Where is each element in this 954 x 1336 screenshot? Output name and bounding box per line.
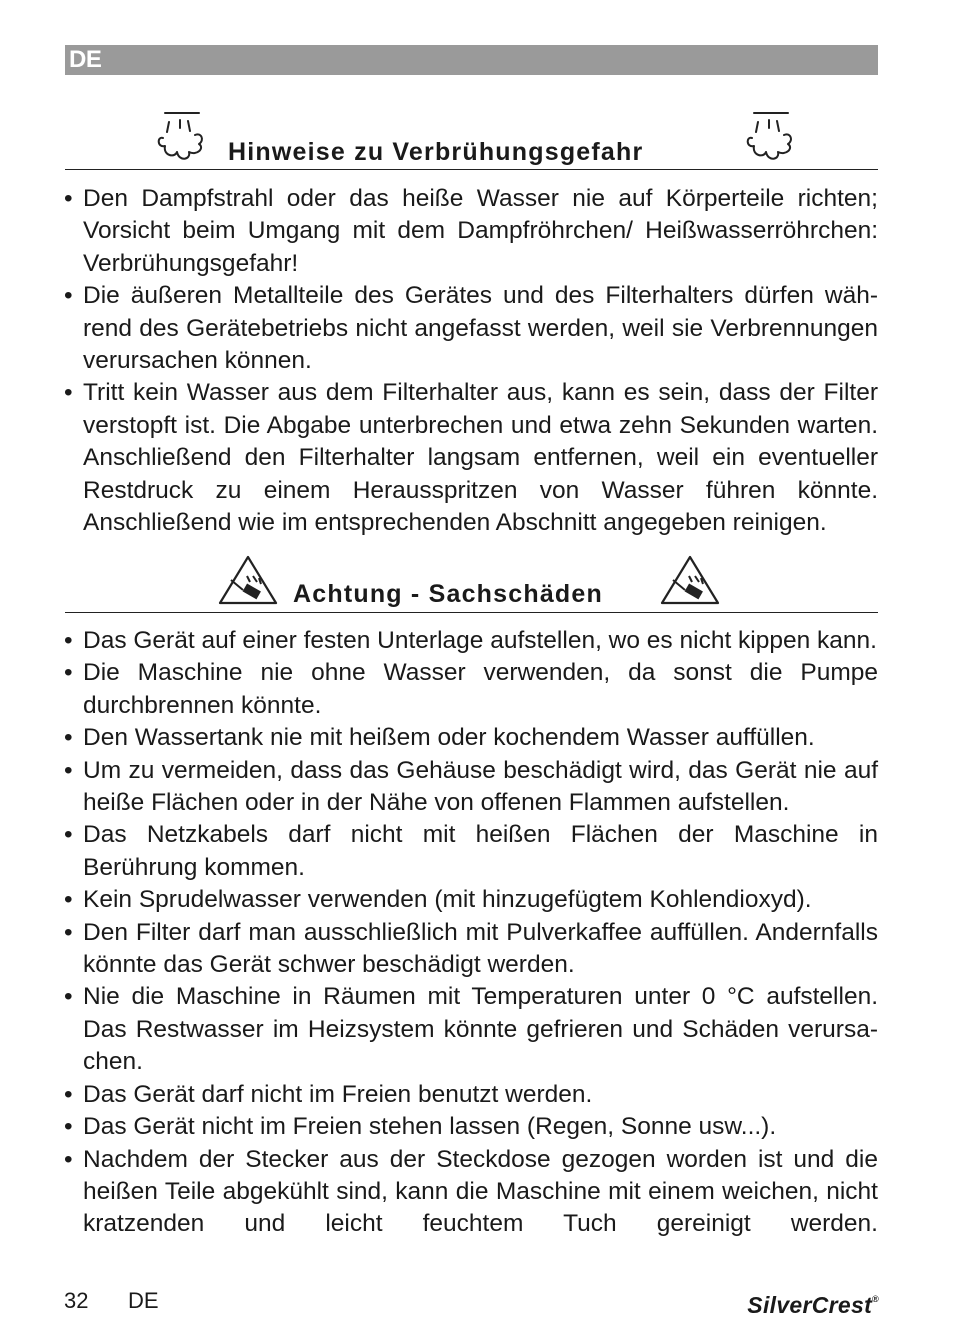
language-header-bar bbox=[65, 45, 878, 75]
list-item: • Nie die Maschine in Räumen mit Temperaturen unter 0 °C aufstellen. Das Restwasser im Heizsystem könnte gefrieren und Schäden verursachen. bbox=[65, 981, 878, 1078]
list-item: • Die äußeren Metallteile des Gerätes und des Filterhalters dürfen während des Gerätebetriebs nicht angefasst werden, weil sie Verbrennungen verursachen können. bbox=[65, 280, 878, 377]
section-heading-damage bbox=[65, 550, 878, 613]
list-item: • Den Wassertank nie mit heißem oder kochendem Wasser auffüllen. bbox=[65, 722, 878, 754]
list-item: • Das Gerät nicht im Freien stehen lassen (Regen, Sonne usw...). bbox=[65, 1111, 878, 1143]
brand-name: SilverCrest bbox=[747, 1292, 873, 1318]
list-item: • Die Maschine nie ohne Wasser verwenden, da sonst die Pumpe durchbrennen könnte. bbox=[65, 657, 878, 722]
list-item: • Um zu vermeiden, dass das Gehäuse beschädigt wird, das Gerät nie auf heiße Flächen oder in der Nähe von offenen Flammen aufstellen. bbox=[65, 755, 878, 820]
list-item: • Das Netzkabels darf nicht mit heißen Flächen der Maschine in Berührung kommen. bbox=[65, 819, 878, 884]
section-title: Hinweise zu Verbrühungsgefahr bbox=[228, 138, 644, 166]
list-item: • Den Dampfstrahl oder das heiße Wasser nie auf Körperteile richten; Vorsicht beim Umgang mit dem Dampfröhrchen/ Heißwasserröhrchen: Verbrühungsgefahr! bbox=[65, 183, 878, 280]
scald-warnings-list bbox=[65, 183, 878, 539]
list-item: • Das Gerät darf nicht im Freien benutzt werden. bbox=[65, 1079, 878, 1111]
list-item: • Tritt kein Wasser aus dem Filterhalter aus, kann es sein, dass der Filter verstopft ist. Die Abgabe unterbrechen und etwa zehn Sekunden warten. Anschließend den Filterhalter langsam entfernen, weil ein eventueller Restdruck zu einem Herausspritzen von Wasser führen könnte. Anschließend wie im entsprechenden Abschnitt angegeben reinigen. bbox=[65, 377, 878, 539]
language-label: DE bbox=[69, 46, 102, 73]
list-item: • Nachdem der Stecker aus der Steckdose gezogen worden ist und die heißen Teile abgekühlt sind, kann die Maschine mit einem weichen, nicht kratzenden und leicht feuchtem Tuch gereinigt werden. bbox=[65, 1144, 878, 1241]
brand-logo bbox=[747, 1292, 879, 1319]
section-title: Achtung - Sachschäden bbox=[293, 580, 603, 608]
list-item: • Das Gerät auf einer festen Unterlage aufstellen, wo es nicht kippen kann. bbox=[65, 625, 878, 657]
registered-mark: ® bbox=[872, 1294, 879, 1304]
list-item: • Kein Sprudelwasser verwenden (mit hinzugefügtem Kohlendioxyd). bbox=[65, 884, 878, 916]
warning-triangle-icon bbox=[217, 554, 279, 606]
section-heading-scald bbox=[65, 108, 878, 170]
list-item: • Den Filter darf man ausschließlich mit Pulverkaffee auffüllen. Andernfalls könnte das Gerät schwer beschädigt werden. bbox=[65, 917, 878, 982]
steam-hazard-icon bbox=[157, 110, 207, 166]
warning-triangle-icon bbox=[659, 554, 721, 606]
footer-language: DE bbox=[128, 1288, 159, 1313]
damage-warnings-list bbox=[65, 625, 878, 1241]
steam-hazard-icon bbox=[746, 110, 796, 166]
page-number: 32 bbox=[64, 1288, 89, 1313]
